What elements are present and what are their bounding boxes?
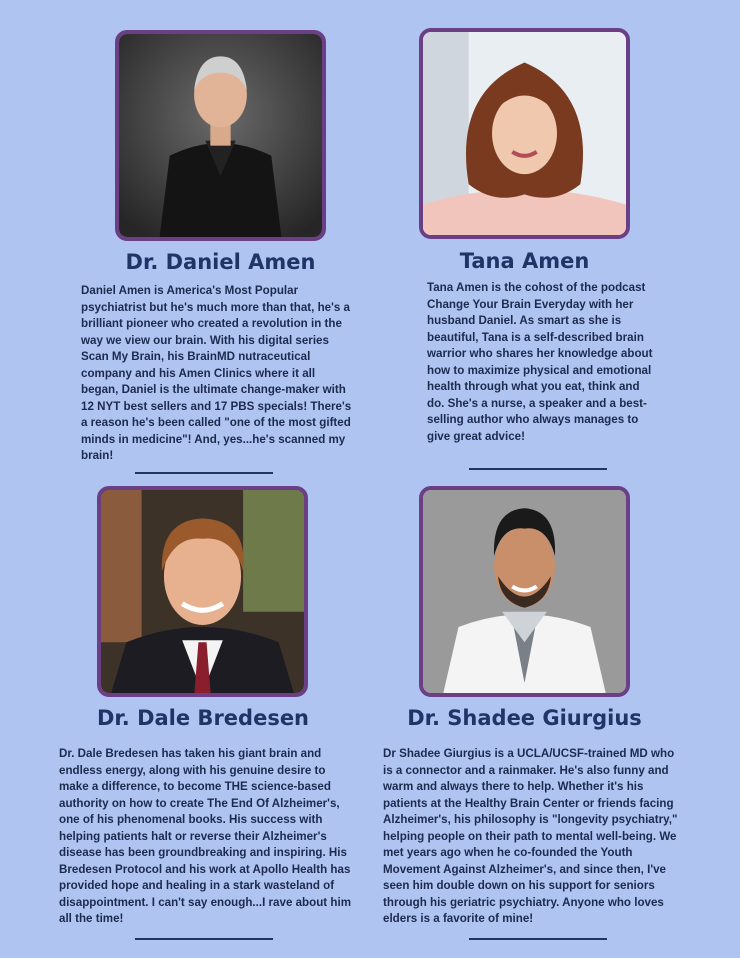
daniel-amen-divider bbox=[135, 472, 273, 474]
portrait-image bbox=[423, 32, 626, 235]
daniel-amen-name: Dr. Daniel Amen bbox=[125, 250, 316, 274]
tana-amen-divider bbox=[469, 468, 607, 470]
portrait-image bbox=[101, 490, 304, 693]
daniel-amen-bio: Daniel Amen is America's Most Popular psychiatrist but he's much more than that, he's a brilliant pioneer who created a revolution in the way we view our brain. With his digital series Scan My Brain, his BrainMD nutraceutical company and his Amen Clinics where it all began, Daniel is the ultimate change-maker with 12 NYT best sellers and 17 PBS specials! There's a reason he's been called "one of the most gifted minds in medicine"! And, yes...he's scanned my brain! bbox=[81, 284, 352, 462]
dale-bredesen-bio: Dr. Dale Bredesen has taken his giant brain and endless energy, along with his genuine desire to make a difference, to become THE science-based authority on how to create The End Of Alzheimer's, one of his phenomenal books. His success with helping patients halt or reverse their Alzheimer's disease has been groundbreaking and inspiring. His Bredesen Protocol and his work at Apollo Health has provided hope and healing in a stark wasteland of disappointment. I can't say enough...I rave about him all the time! bbox=[59, 747, 352, 925]
tana-amen-name: Tana Amen bbox=[459, 249, 590, 273]
shadee-giurgius-bio: Dr Shadee Giurgius is a UCLA/UCSF-trained MD who is a connector and a rainmaker. He's also funny and warm and always there to help. Whether it's his patients at the Healthy Brain Center or friends facing Alzheimer's, his philosophy is "longevity psychiatry," helping people on their path to mental well-being. We met years ago when he co-founded the Youth Movement Against Alzheimer's, and since then, I've seen him double down on his support for seniors through his geriatric psychiatry. Anyone who loves elders is a favorite of mine! bbox=[383, 747, 678, 925]
portrait-image bbox=[119, 34, 322, 237]
shadee-giurgius-photo bbox=[419, 486, 630, 697]
daniel-amen-photo bbox=[115, 30, 326, 241]
shadee-giurgius-divider bbox=[469, 938, 607, 940]
tana-amen-photo bbox=[419, 28, 630, 239]
dale-bredesen-divider bbox=[135, 938, 273, 940]
tana-amen-bio: Tana Amen is the cohost of the podcast Change Your Brain Everyday with her husband Daniel. As smart as she is beautiful, Tana is a self-described brain warrior who shares her knowledge about how to maximize physical and emotional health through what you eat, think and do. She's a nurse, a speaker and a best-selling author who always manages to give great advice! bbox=[427, 281, 653, 443]
shadee-giurgius-name: Dr. Shadee Giurgius bbox=[407, 706, 642, 730]
dale-bredesen-name: Dr. Dale Bredesen bbox=[97, 706, 310, 730]
portrait-image bbox=[423, 490, 626, 693]
dale-bredesen-photo bbox=[97, 486, 308, 697]
